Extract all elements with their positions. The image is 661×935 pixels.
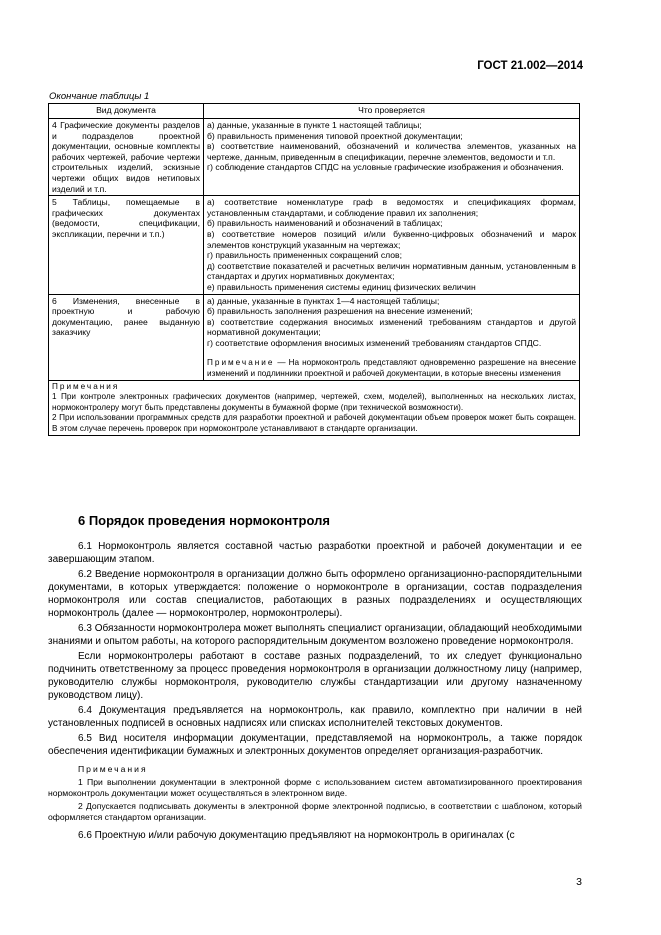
row-kind: 5 Таблицы, помещаемые в графических документах (ведомости, спецификации, экспликации, перечни и т.п.) [49, 196, 204, 294]
table-caption: Окончание таблицы 1 [49, 91, 150, 102]
paragraph: 6.2 Введение нормоконтроля в организации должно быть оформлено организационно-распорядительными документами, в которых утверждается: положение о нормоконтроле в организации, состав подразделения нормоконтроля или состав специалистов, работающих в разных подразделениях и осуществляющих нормоконтроль (далее — нормоконтролер, нормоконтролеры). [48, 569, 582, 619]
table-row [49, 119, 580, 196]
row-check: а) соответствие номенклатуре граф в ведомостях и спецификациях формам, установленным стандартами, и соблюдение правил их заполнения; б) правильность наименований и обозначений в таблицах; в) соответствие номеров позиций и/или буквенно-цифровых обозначений и марок элементов конструкций указанным на чертежах; г) правильность примененных сокращений слов; д) соответствие показателей и расчетных величин нормативным данным, установленным в стандартах и других нормативных документах; е) правильность применения системы единиц физических величин [204, 196, 580, 294]
table-header-row [49, 104, 580, 119]
paragraph: 6.1 Нормоконтроль является составной частью разработки проектной и рабочей документации и ее завершающим этапом. [48, 541, 582, 565]
note2-item: 2 Допускается подписывать документы в электронной форме электронной подписью, в соответствии с шаблоном, который оформляется стандартом организации. [48, 801, 582, 822]
table-notes [49, 380, 580, 435]
paragraph: 6.4 Документация предъявляется на нормоконтроль, как правило, комплектно при наличии в ней установленных подписей в основных надписях или списках исполнителей текстовых документов. [48, 705, 582, 729]
paragraph: Если нормоконтролеры работают в составе разных подразделений, то их следует функционально подчинить ответственному за процесс проведения нормоконтроля в организации должностному лицу (например, руководителю службы нормоконтроля, руководителю службы стандартизации или другому назначенному руководством лицу). [48, 651, 582, 701]
document-code: ГОСТ 21.002—2014 [477, 60, 583, 72]
notes2-title: Примечания [78, 764, 148, 774]
table-notes-row [49, 380, 580, 435]
note-item: 1 При контроле электронных графических документов (например, чертежей, схем, моделей), выполненных на нескольких листах, нормоконтролеру могут быть представлены документы в бумажной форме (при технической возможности). [52, 392, 576, 412]
row-kind: 6 Изменения, внесенные в проектную и рабочую документацию, ранее выданную заказчику [49, 294, 204, 380]
page-number: 3 [576, 876, 582, 888]
row-check-cell [204, 294, 580, 380]
section-body [48, 540, 582, 844]
notes-title: Примечания [52, 381, 120, 391]
note2-item: 1 При выполнении документации в электронной форме с использованием систем автоматизированного проектирования нормоконтроль документации может осуществляться в электронном виде. [48, 777, 582, 798]
table-row [49, 294, 580, 380]
row-note [207, 358, 576, 378]
table-row [49, 196, 580, 294]
paragraph: 6.6 Проектную и/или рабочую документацию предъявляют на нормоконтроль в оригиналах (с [78, 830, 515, 841]
row-check: а) данные, указанные в пункте 1 настоящей таблицы; б) правильность применения типовой проектной документации; в) соответствие наименований, обозначений и количества элементов, указанных на чертеже, данным, приведенным в спецификации, перечне элементов, ведомости и т.п. г) соблюдение стандартов СПДС на условные графические изображения и обозначения. [204, 119, 580, 196]
row-check: а) данные, указанные в пунктах 1—4 настоящей таблицы; б) правильность заполнения разрешения на внесение изменений; в) соответствие содержания вносимых изменений требованиям стандартов и другой нормативной документации; г) соответствие оформления вносимых изменений требованиям стандартов СПДС. [207, 295, 576, 348]
column-header-check: Что проверяется [204, 104, 580, 119]
row-note-label: Примечание [207, 358, 275, 368]
note-item: 2 При использовании программных средств для разработки проектной и рабочей документации объем проверок может быть сокращен. В этом случае перечень проверок при нормоконтроле устанавливают в стандарте организации. [52, 413, 576, 433]
row-kind: 4 Графические документы разделов и подразделов проектной документации, основные комплекты рабочих чертежей, рабочие чертежи строительных изделий, эскизные чертежи общих видов нетиповых изделий и т.п. [49, 119, 204, 196]
paragraph: 6.5 Вид носителя информации документации, представляемой на нормоконтроль, а также порядок обеспечения идентификации бумажных и электронных документов определяет организация-разработчик. [48, 733, 582, 757]
section-title: 6 Порядок проведения нормоконтроля [78, 513, 330, 528]
row-note-text: — На нормоконтроль представляют одновременно разрешение на внесение изменений и подлинники проектной и рабочей документации, в которые внесены изменения [207, 358, 576, 378]
paragraph: 6.3 Обязанности нормоконтролера может выполнять специалист организации, обладающий необходимыми знаниями и опытом работы, на которого распорядительным документом возложено проведение нормоконтроля. [48, 623, 582, 647]
column-header-kind: Вид документа [49, 104, 204, 119]
check-table [48, 103, 580, 436]
